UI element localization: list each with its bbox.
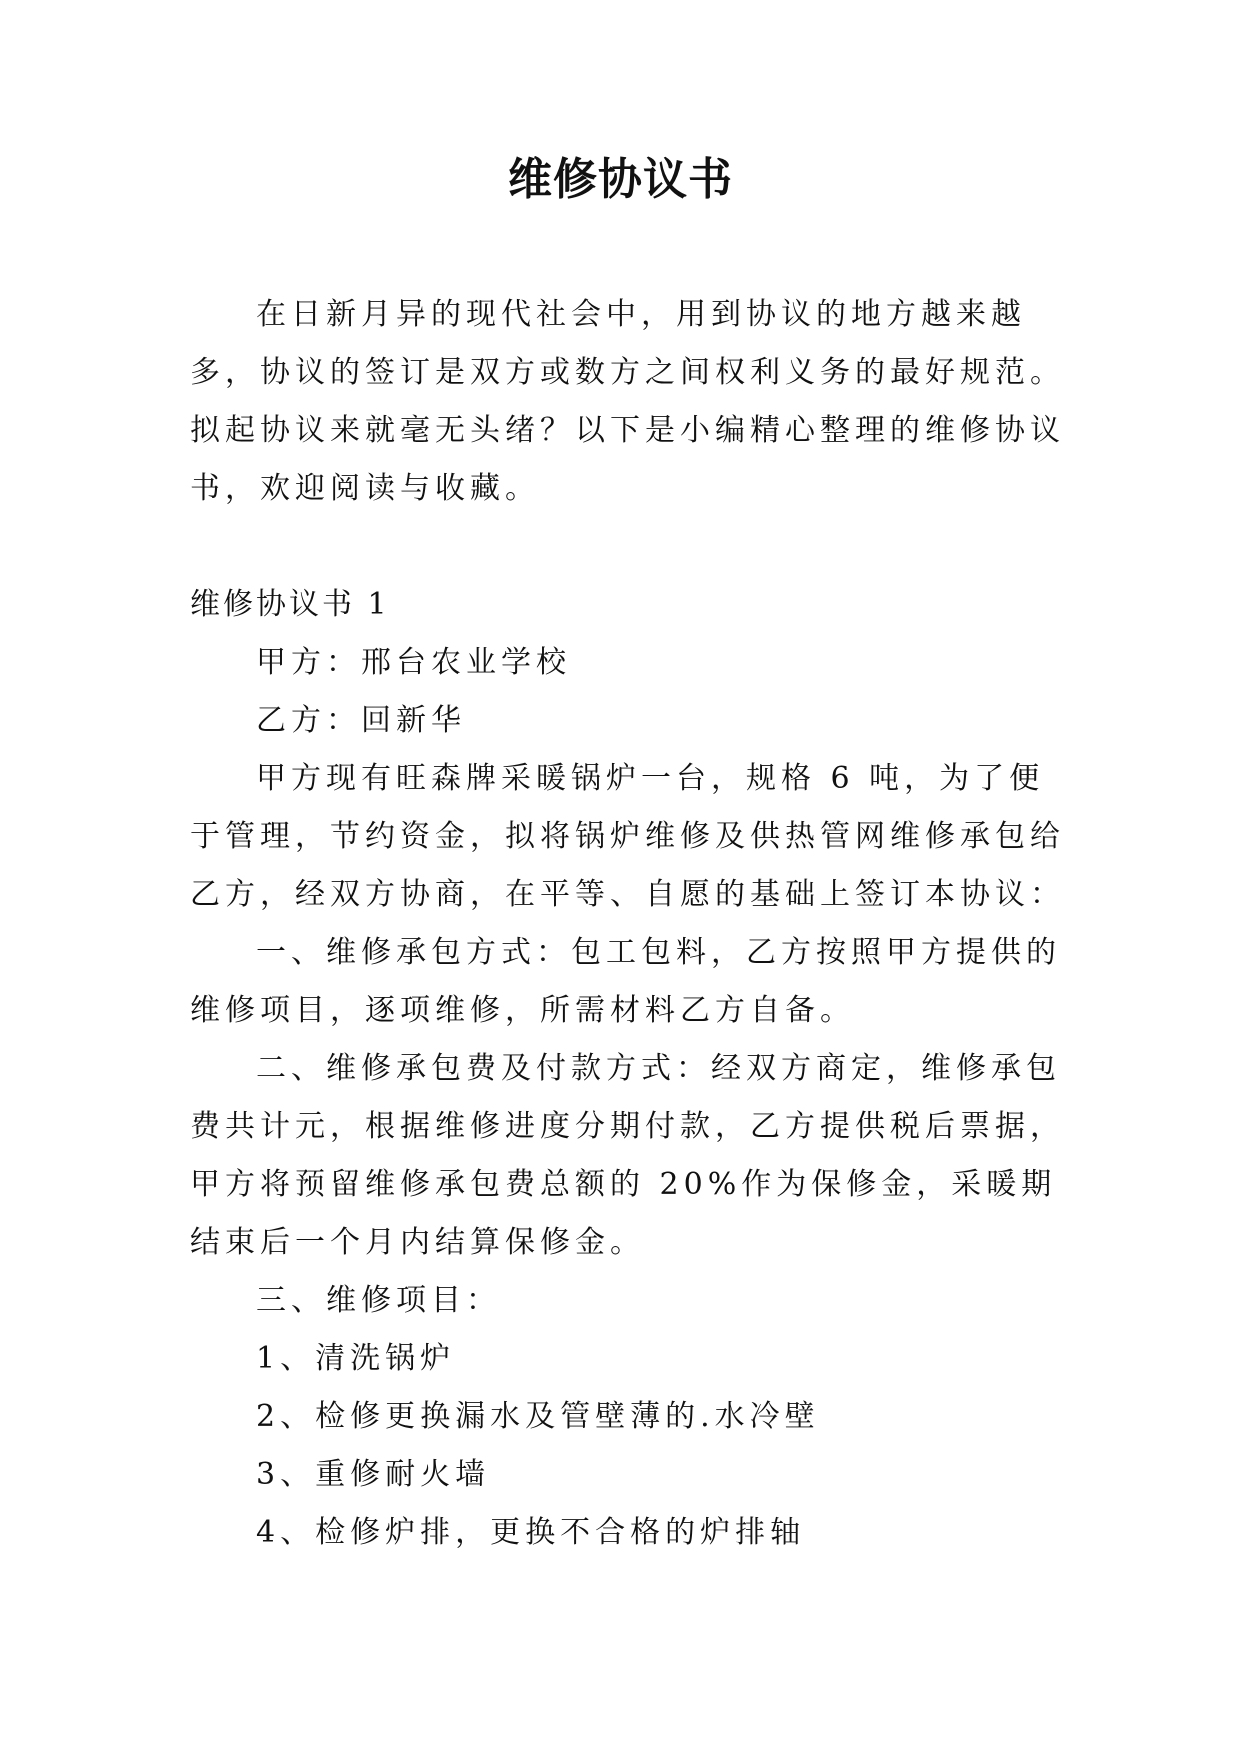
party-a-line: 甲方：邢台农业学校	[256, 645, 571, 680]
document-title: 维修协议书	[508, 154, 733, 205]
list-item: 1、清洗锅炉	[256, 1341, 456, 1376]
party-b-line: 乙方：回新华	[256, 703, 466, 738]
list-item: 3、重修耐火墙	[256, 1457, 491, 1492]
list-item: 4、检修炉排，更换不合格的炉排轴	[256, 1515, 806, 1550]
agreement-paragraph-4: 三、维修项目：	[256, 1283, 501, 1318]
agreement-paragraph-3: 二、维修承包费及付款方式：经双方商定，维修承包费共计元，根据维修进度分期付款，乙方提供税后票据，甲方将预留维修承包费总额的 20%作为保修金，采暖期结束后一个月内结算保修金。	[190, 1051, 1065, 1260]
agreement-paragraph-1: 甲方现有旺森牌采暖锅炉一台，规格 6 吨，为了便于管理，节约资金，拟将锅炉维修及供热管网维修承包给乙方，经双方协商，在平等、自愿的基础上签订本协议：	[190, 761, 1065, 912]
document-body	[190, 286, 1070, 1562]
agreement-paragraph-2: 一、维修承包方式：包工包料，乙方按照甲方提供的维修项目，逐项维修，所需材料乙方自备。	[190, 935, 1061, 1028]
paragraph-spacer	[190, 518, 1070, 576]
section-heading: 维修协议书 1	[190, 587, 390, 622]
intro-paragraph: 在日新月异的现代社会中，用到协议的地方越来越多，协议的签订是双方或数方之间权利义务的最好规范。拟起协议来就毫无头绪？以下是小编精心整理的维修协议书，欢迎阅读与收藏。	[190, 297, 1065, 506]
list-item: 2、检修更换漏水及管壁薄的.水冷壁	[256, 1399, 820, 1434]
